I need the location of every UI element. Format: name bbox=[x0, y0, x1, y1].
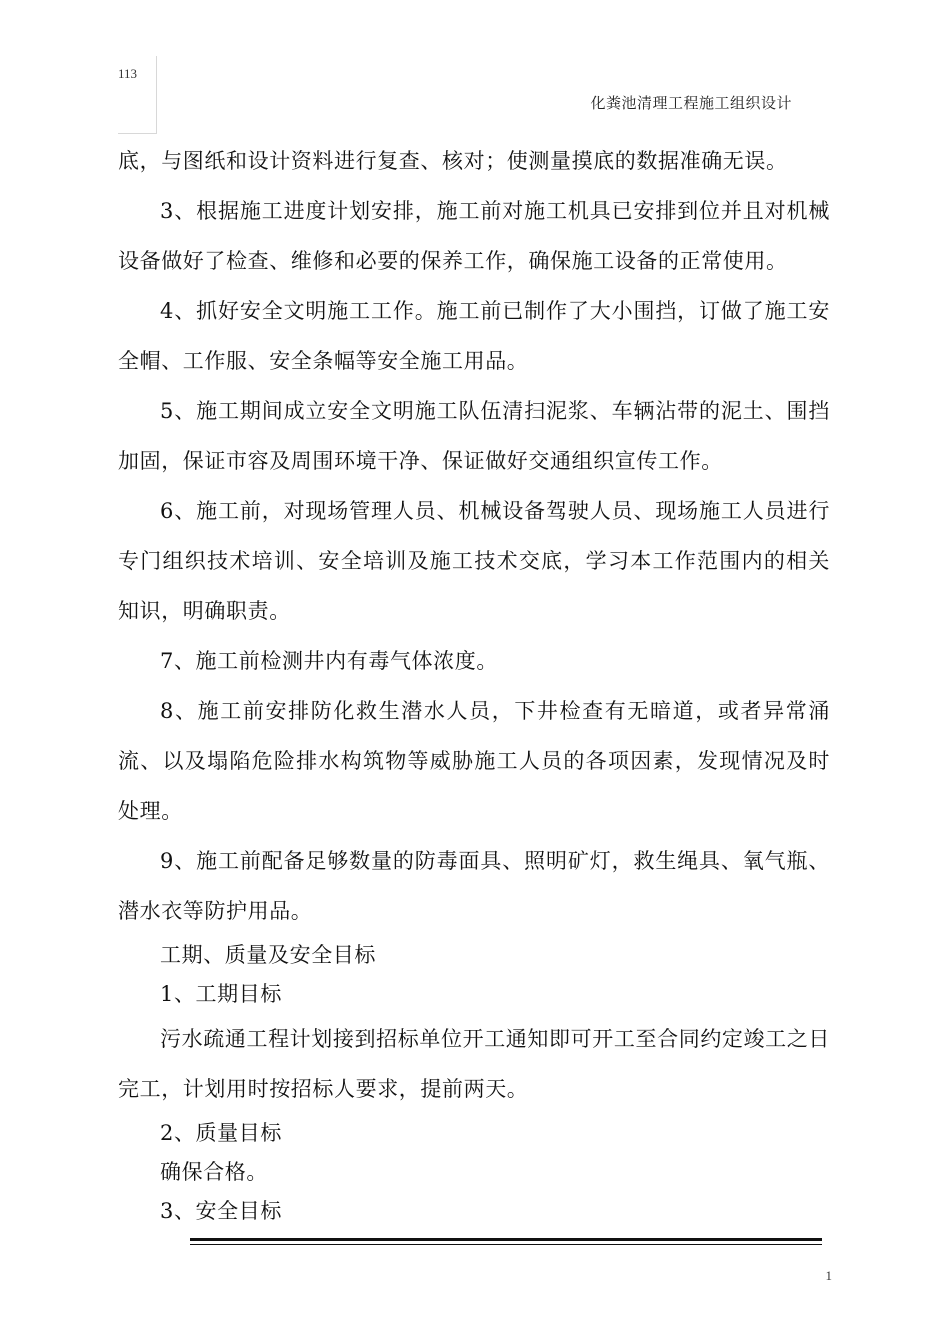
section-heading-goals: 工期、质量及安全目标 bbox=[160, 943, 376, 967]
subheading-quality: 2、质量目标 bbox=[160, 1121, 282, 1145]
corner-mark-horizontal bbox=[118, 133, 156, 134]
paragraph-item-9: 9、施工前配备足够数量的防毒面具、照明矿灯，救生绳具、氧气瓶、潜水衣等防护用品。 bbox=[118, 849, 830, 923]
paragraph-item-5: 5、施工期间成立安全文明施工队伍清扫泥浆、车辆沾带的泥土、围挡加固，保证市容及周围环境干净、保证做好交通组织宣传工作。 bbox=[118, 399, 830, 473]
paragraph-continuation: 底，与图纸和设计资料进行复查、核对；使测量摸底的数据准确无误。 bbox=[118, 149, 788, 173]
paragraph-item-3: 3、根据施工进度计划安排，施工前对施工机具已安排到位并且对机械设备做好了检查、维修和必要的保养工作，确保施工设备的正常使用。 bbox=[118, 199, 830, 273]
subheading-schedule: 1、工期目标 bbox=[160, 982, 282, 1006]
corner-mark-vertical bbox=[156, 56, 157, 134]
paragraph-item-8: 8、施工前安排防化救生潜水人员，下井检查有无暗道，或者异常涌流、以及塌陷危险排水构筑物等威胁施工人员的各项因素，发现情况及时处理。 bbox=[118, 699, 830, 823]
paragraph-schedule: 污水疏通工程计划接到招标单位开工通知即可开工至合同约定竣工之日完工，计划用时按招标人要求，提前两天。 bbox=[118, 1027, 830, 1101]
subheading-safety: 3、安全目标 bbox=[160, 1199, 282, 1223]
page-number-bottom: 1 bbox=[825, 1268, 832, 1283]
paragraph-quality: 确保合格。 bbox=[160, 1160, 268, 1184]
paragraph-item-4: 4、抓好安全文明施工工作。施工前已制作了大小围挡，订做了施工安全帽、工作服、安全条幅等安全施工用品。 bbox=[118, 299, 830, 373]
document-header-title: 化粪池清理工程施工组织设计 bbox=[590, 94, 792, 112]
paragraph-item-7: 7、施工前检测井内有毒气体浓度。 bbox=[160, 649, 498, 673]
paragraph-item-6: 6、施工前，对现场管理人员、机械设备驾驶人员、现场施工人员进行专门组织技术培训、安全培训及施工技术交底，学习本工作范围内的相关知识，明确职责。 bbox=[118, 499, 830, 623]
page-number-top: 113 bbox=[118, 66, 138, 81]
document-body bbox=[118, 136, 830, 1231]
footer-rule-thin bbox=[190, 1244, 822, 1245]
footer-rule-thick bbox=[190, 1238, 822, 1241]
